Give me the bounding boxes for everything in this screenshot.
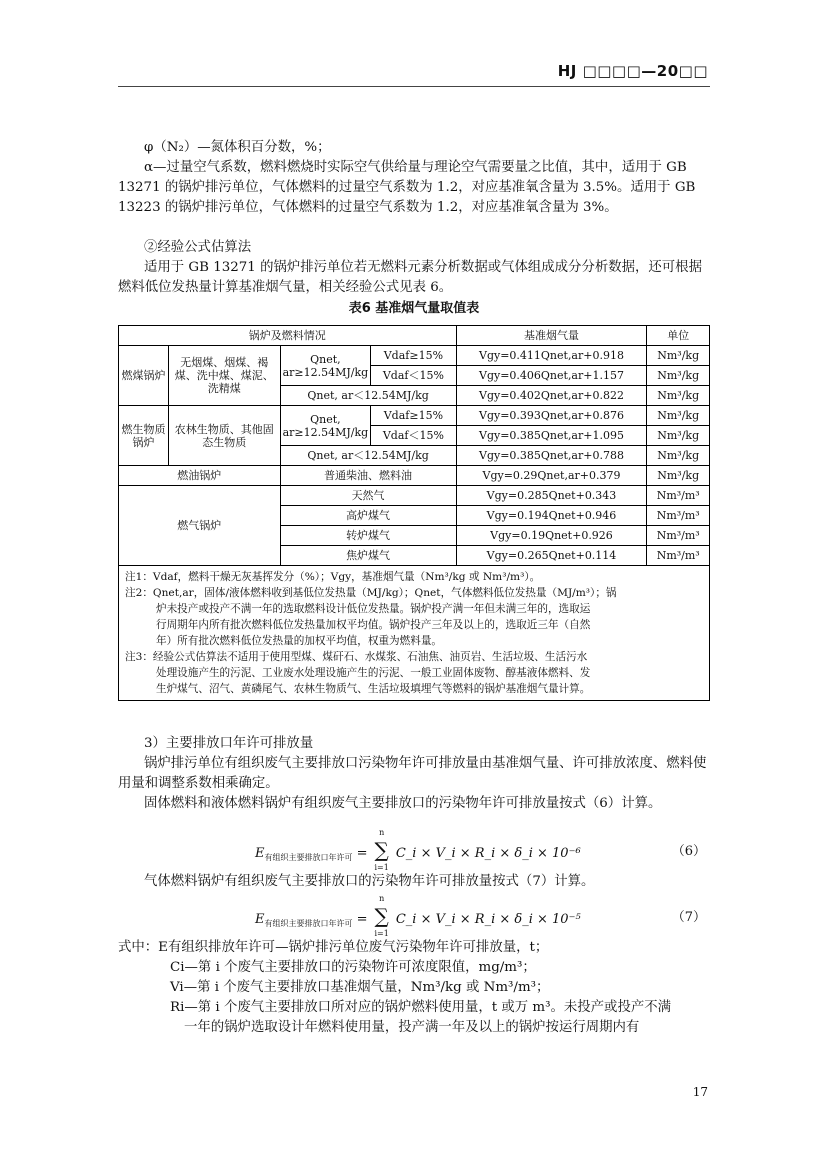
biomass-fuel-types: 农林生物质、其他固态生物质 (169, 406, 281, 466)
unit-cell: Nm³/m³ (647, 486, 710, 506)
table-caption: 表6 基准烟气量取值表 (348, 301, 480, 316)
section-paragraph-3: 气体燃料锅炉有组织废气主要排放口的污染物年许可排放量按式（7）计算。 (144, 874, 595, 889)
note-2-cont: 年）所有批次燃料低位发热量的加权平均值，权重为燃料量。 (156, 635, 443, 647)
note-3-cont: 处理设施产生的污泥、工业废水处理设施产生的污泥、一般工业固体废物、醇基液体燃料、发 (156, 667, 591, 679)
vdaf-high: Vdaf≥15% (371, 406, 456, 426)
unit-cell: Nm³/kg (647, 406, 710, 426)
equation-number-7: （7） (671, 910, 706, 925)
document-code: HJ □□□□—20□□ (557, 62, 708, 80)
formula-6-subscript: 有组织主要排放口年许可 (264, 853, 353, 862)
definition-c: Ci—第 i 个废气主要排放口的污染物许可浓度限值，mg/m³； (170, 960, 536, 975)
qnet-bot: ar≥12.54MJ/kg (282, 425, 369, 439)
header-gas-volume: 基准烟气量 (456, 326, 647, 346)
sum-symbol: n ∑ i=1 (374, 894, 389, 938)
coal-formula-1: Vgy=0.411Qnet,ar+0.918 (456, 346, 647, 366)
alpha-definition: α—过量空气系数，燃料燃烧时实际空气供给量与理论空气需要量之比值，其中，适用于 GB 13271 的锅炉排污单位，气体燃料的过量空气系数为 1.2，对应基准氧含量为 3.5%。适用于 GB 13223 的锅炉排污单位，气体燃料的过量空气系数为 1.2，对应基准氧含量为 3%。 (118, 160, 696, 215)
gas-fuel: 转炉煤气 (280, 526, 456, 546)
note-3: 注3：经验公式估算法不适用于使用型煤、煤矸石、水煤浆、石油焦、油页岩、生活垃圾、生活污水 (125, 651, 588, 663)
note-1: 注1：Vdaf，燃料干燥无灰基挥发分（%）；Vgy，基准烟气量（Nm³/kg 或 Nm³/m³）。 (125, 571, 541, 583)
note-2-cont: 炉未投产或投产不满一年的选取燃料设计低位发热量。锅炉投产满一年但未满三年的，选取运 (156, 603, 591, 615)
unit-cell: Nm³/kg (647, 466, 710, 486)
formula-7-subscript: 有组织主要排放口年许可 (264, 919, 353, 928)
gas-fuel: 高炉煤气 (280, 506, 456, 526)
unit-cell: Nm³/kg (647, 386, 710, 406)
qnet-high-range (280, 346, 371, 386)
section-paragraph-2: 固体燃料和液体燃料锅炉有组织废气主要排放口的污染物年许可排放量按式（6）计算。 (144, 796, 662, 811)
gas-formula: Vgy=0.285Qnet+0.343 (456, 486, 647, 506)
qnet-low-range: Qnet, ar＜12.54MJ/kg (280, 386, 456, 406)
vdaf-low: Vdaf＜15% (371, 366, 456, 386)
biomass-formula-1: Vgy=0.393Qnet,ar+0.876 (456, 406, 647, 426)
definition-r: Ri—第 i 个废气主要排放口所对应的锅炉燃料使用量，t 或万 m³。未投产或投产不满 (170, 1000, 672, 1015)
gas-fuel: 焦炉煤气 (280, 546, 456, 566)
unit-cell: Nm³/m³ (647, 546, 710, 566)
qnet-low-range: Qnet, ar＜12.54MJ/kg (280, 446, 456, 466)
unit-cell: Nm³/kg (647, 446, 710, 466)
biomass-formula-2: Vgy=0.385Qnet,ar+1.095 (456, 426, 647, 446)
section-paragraph-1: 锅炉排污单位有组织废气主要排放口污染物年许可排放量由基准烟气量、许可排放浓度、燃料使用量和调整系数相乘确定。 (118, 756, 707, 791)
qnet-bot: ar≥12.54MJ/kg (282, 365, 369, 379)
note-2: 注2：Qnet,ar，固体/液体燃料收到基低位发热量（MJ/kg）；Qnet，气体燃料低位发热量（MJ/m³）；锅 (125, 587, 617, 599)
gas-formula: Vgy=0.265Qnet+0.114 (456, 546, 647, 566)
coal-formula-2: Vgy=0.406Qnet,ar+1.157 (456, 366, 647, 386)
method-heading: ②经验公式估算法 (144, 240, 252, 255)
unit-cell: Nm³/m³ (647, 526, 710, 546)
sum-symbol: n ∑ i=1 (374, 828, 389, 872)
qnet-top: Qnet, (310, 412, 341, 426)
note-2-cont: 行周期年内所有批次燃料低位发热量加权平均值。锅炉投产三年及以上的，选取近三年（自然 (156, 619, 591, 631)
gas-boiler-label: 燃气锅炉 (119, 486, 281, 566)
vdaf-high: Vdaf≥15% (371, 346, 456, 366)
biomass-formula-3: Vgy=0.385Qnet,ar+0.788 (456, 446, 647, 466)
definition-e: 式中：E有组织排放年许可—锅炉排污单位废气污染物年许可排放量，t； (118, 940, 549, 955)
unit-cell: Nm³/kg (647, 426, 710, 446)
qnet-top: Qnet, (310, 352, 341, 366)
equation-number-6: （6） (671, 844, 706, 859)
oil-formula: Vgy=0.29Qnet,ar+0.379 (456, 466, 647, 486)
gas-formula: Vgy=0.19Qnet+0.926 (456, 526, 647, 546)
definition-r-cont: 一年的锅炉选取设计年燃料使用量，投产满一年及以上的锅炉按运行周期内有 (184, 1020, 640, 1035)
formula-7-rhs: C_i × V_i × R_i × δ_i × 10⁻⁵ (395, 912, 581, 927)
gas-fuel: 天然气 (280, 486, 456, 506)
table-notes-row (119, 566, 710, 701)
coal-boiler-label: 燃煤锅炉 (119, 346, 169, 406)
gas-formula: Vgy=0.194Qnet+0.946 (456, 506, 647, 526)
unit-cell: Nm³/kg (647, 346, 710, 366)
table-row (119, 486, 710, 506)
oil-boiler-label: 燃油锅炉 (119, 466, 281, 486)
coal-fuel-types: 无烟煤、烟煤、褐煤、洗中煤、煤泥、洗精煤 (169, 346, 281, 406)
header-unit: 单位 (647, 326, 710, 346)
formula-6: $E_{有组织主要排放口年许可}$ = n ∑ i=1 C_i × V_i × R_i × δ_i × 10⁻⁶ (255, 828, 581, 872)
definition-v: Vi—第 i 个废气主要排放口基准烟气量，Nm³/kg 或 Nm³/m³； (170, 980, 550, 995)
unit-cell: Nm³/m³ (647, 506, 710, 526)
header-boiler-fuel: 锅炉及燃料情况 (119, 326, 457, 346)
qnet-high-range (280, 406, 371, 446)
unit-cell: Nm³/kg (647, 366, 710, 386)
header-rule (118, 86, 710, 87)
flue-gas-table (118, 325, 710, 701)
table-notes (119, 566, 710, 701)
oil-fuel-types: 普通柴油、燃料油 (280, 466, 456, 486)
phi-definition: φ（N₂）—氮体积百分数，%； (144, 140, 331, 155)
section-title: 3）主要排放口年许可排放量 (144, 736, 314, 751)
vdaf-low: Vdaf＜15% (371, 426, 456, 446)
formula-7: $E_{有组织主要排放口年许可}$ = n ∑ i=1 C_i × V_i × R_i × δ_i × 10⁻⁵ (255, 894, 581, 938)
method-text: 适用于 GB 13271 的锅炉排污单位若无燃料元素分析数据或气体组成成分分析数据，还可根据燃料低位发热量计算基准烟气量，相关经验公式见表 6。 (118, 260, 702, 295)
coal-formula-3: Vgy=0.402Qnet,ar+0.822 (456, 386, 647, 406)
table-row (119, 406, 710, 426)
page-number: 17 (692, 1085, 708, 1099)
table-header-row (119, 326, 710, 346)
biomass-boiler-label: 燃生物质锅炉 (119, 406, 169, 466)
note-3-cont: 生炉煤气、沼气、黄磷尾气、农林生物质气、生活垃圾填埋气等燃料的锅炉基准烟气量计算。 (156, 683, 591, 695)
formula-6-rhs: C_i × V_i × R_i × δ_i × 10⁻⁶ (395, 846, 581, 861)
table-row (119, 466, 710, 486)
table-row (119, 346, 710, 366)
